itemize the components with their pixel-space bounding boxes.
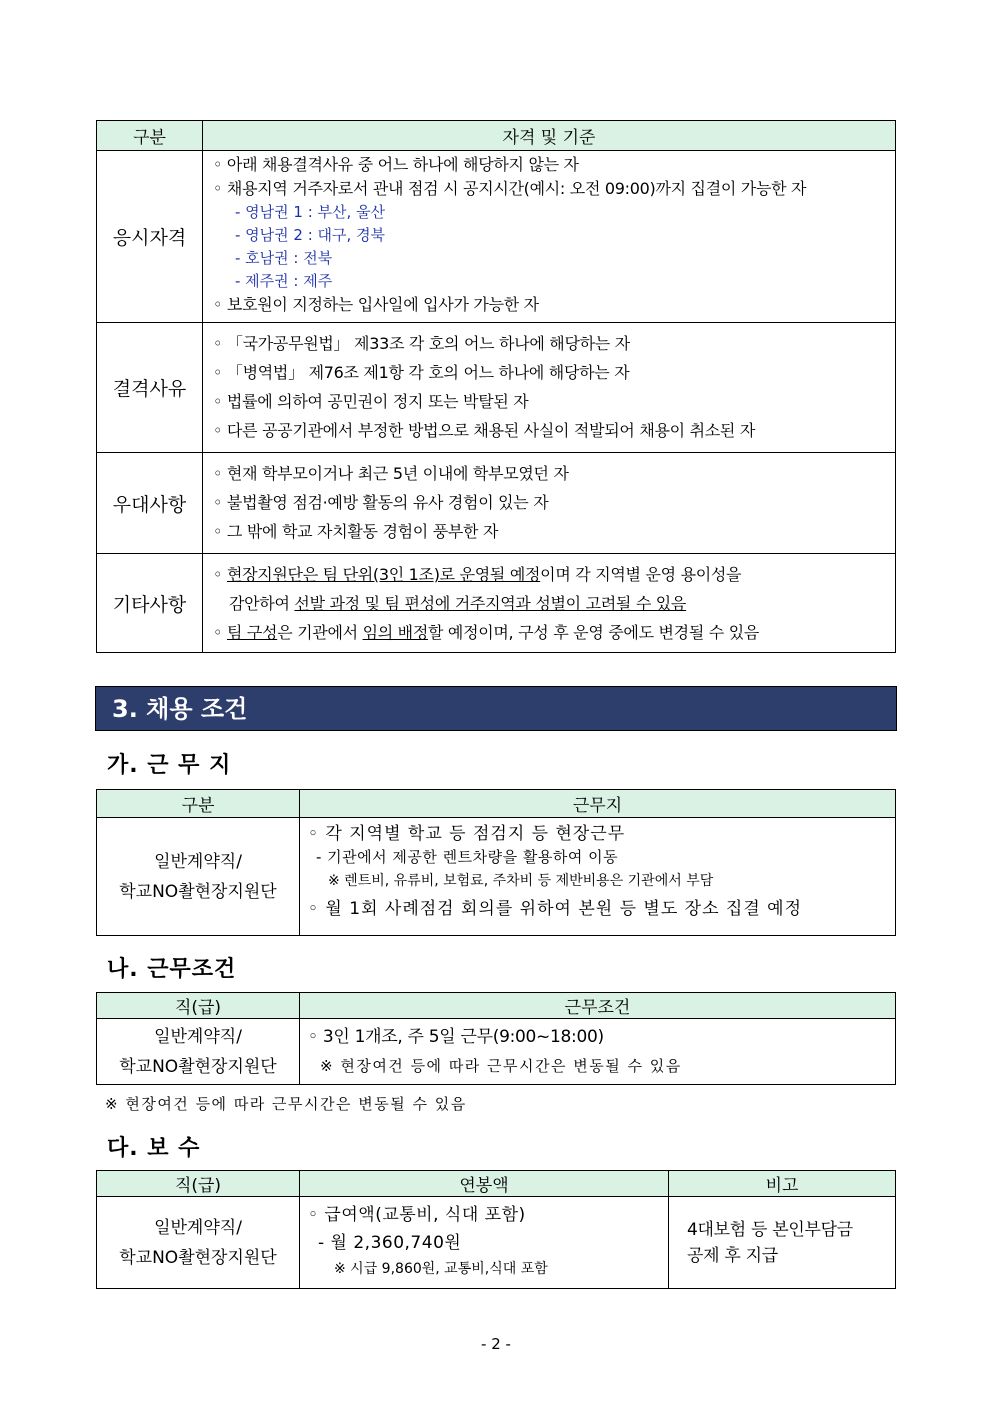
header-category: 구분 [97,790,300,818]
remark-text: 4대보험 등 본인부담금 [687,1219,853,1240]
row-category: 우대사항 [97,453,203,554]
table-row [97,151,896,323]
pay-table [96,1170,896,1289]
list-item: ◦ 불법촬영 점검·예방 활동의 유사 경험이 있는 자 [213,493,549,512]
list-note: ※ 현장여건 등에 따라 근무시간은 변동될 수 있음 [320,1057,682,1075]
table-row [97,323,896,453]
list-subitem: - 영남권 1 : 부산, 울산 [235,203,386,221]
row-category: 일반계약직/ 학교NO촬현장지원단 [97,1197,300,1289]
list-item: ◦ 3인 1개조, 주 5일 근무(9:00~18:00) [308,1027,604,1047]
header-position: 직(급) [97,993,300,1019]
list-item: ◦ 법률에 의하여 공민권이 정지 또는 박탈된 자 [213,392,529,411]
header-workplace: 근무지 [300,790,896,818]
list-item: ◦ 채용지역 거주자로서 관내 점검 시 공지시간(예시: 오전 09:00)까지 집결이 가능한 자 [213,179,807,198]
list-subitem: - 호남권 : 전북 [235,249,333,267]
workplace-table [96,789,896,936]
row-category: 기타사항 [97,554,203,653]
header-criteria: 자격 및 기준 [203,121,896,151]
list-item: ◦ 급여액(교통비, 식대 포함) [308,1205,526,1225]
header-conditions: 근무조건 [300,993,896,1019]
list-item: ◦ 보호원이 지정하는 입사일에 입사가 가능한 자 [213,295,539,314]
list-item: ◦ 월 1회 사례점검 회의를 위하여 본원 등 별도 장소 집결 예정 [308,899,802,919]
list-item: ◦ 각 지역별 학교 등 점검지 등 현장근무 [308,824,626,844]
list-subitem: - 기관에서 제공한 렌트차량을 활용하여 이동 [316,848,619,866]
table-row [97,453,896,554]
section-title-bar: 3. 채용 조건 [95,686,897,731]
list-item: ◦ 「국가공무원법」 제33조 각 호의 어느 하나에 해당하는 자 [213,334,630,353]
qualification-table [96,120,896,653]
remark-text: 공제 후 지급 [687,1245,778,1266]
list-subitem: - 영남권 2 : 대구, 경북 [235,226,386,244]
list-item: ◦ 「병역법」 제76조 제1항 각 호의 어느 하나에 해당하는 자 [213,363,630,382]
page-number: - 2 - [481,1335,511,1353]
table-row [97,1019,896,1085]
list-note: ※ 시급 9,860원, 교통비,식대 포함 [334,1261,548,1277]
header-category: 구분 [97,121,203,151]
list-item: ◦ 팀 구성은 기관에서 임의 배정할 예정이며, 구성 후 운영 중에도 변경될 수 있음 [213,623,760,642]
workplace-heading: 가. 근 무 지 [107,753,232,778]
list-item: ◦ 현장지원단은 팀 단위(3인 1조)로 운영될 예정이며 각 지역별 운영 용이성을 [213,565,742,584]
list-subitem: - 월 2,360,740원 [318,1233,462,1253]
table-row [97,1197,896,1289]
list-item: ◦ 그 밖에 학교 자치활동 경험이 풍부한 자 [213,522,499,541]
table-row [97,818,896,936]
list-item: ◦ 현재 학부모이거나 최근 5년 이내에 학부모였던 자 [213,464,569,483]
row-category: 응시자격 [97,151,203,323]
list-item: 감안하여 선발 과정 및 팀 편성에 거주지역과 성별이 고려될 수 있음 [229,594,687,613]
header-salary: 연봉액 [300,1171,669,1197]
list-subitem: - 제주권 : 제주 [235,272,333,290]
table-row [97,554,896,653]
header-remark: 비고 [669,1171,896,1197]
row-category: 결격사유 [97,323,203,453]
conditions-table [96,992,896,1085]
list-item: ◦ 다른 공공기관에서 부정한 방법으로 채용된 사실이 적발되어 채용이 취소된 자 [213,421,755,440]
list-note: ※ 렌트비, 유류비, 보험료, 주차비 등 제반비용은 기관에서 부담 [328,873,714,889]
conditions-heading: 나. 근무조건 [107,957,237,982]
header-position: 직(급) [97,1171,300,1197]
pay-heading: 다. 보 수 [107,1136,201,1161]
conditions-footnote: ※ 현장여건 등에 따라 근무시간은 변동될 수 있음 [105,1095,467,1113]
row-category: 일반계약직/ 학교NO촬현장지원단 [97,1019,300,1085]
list-item: ◦ 아래 채용결격사유 중 어느 하나에 해당하지 않는 자 [213,155,579,174]
row-category: 일반계약직/ 학교NO촬현장지원단 [97,818,300,936]
